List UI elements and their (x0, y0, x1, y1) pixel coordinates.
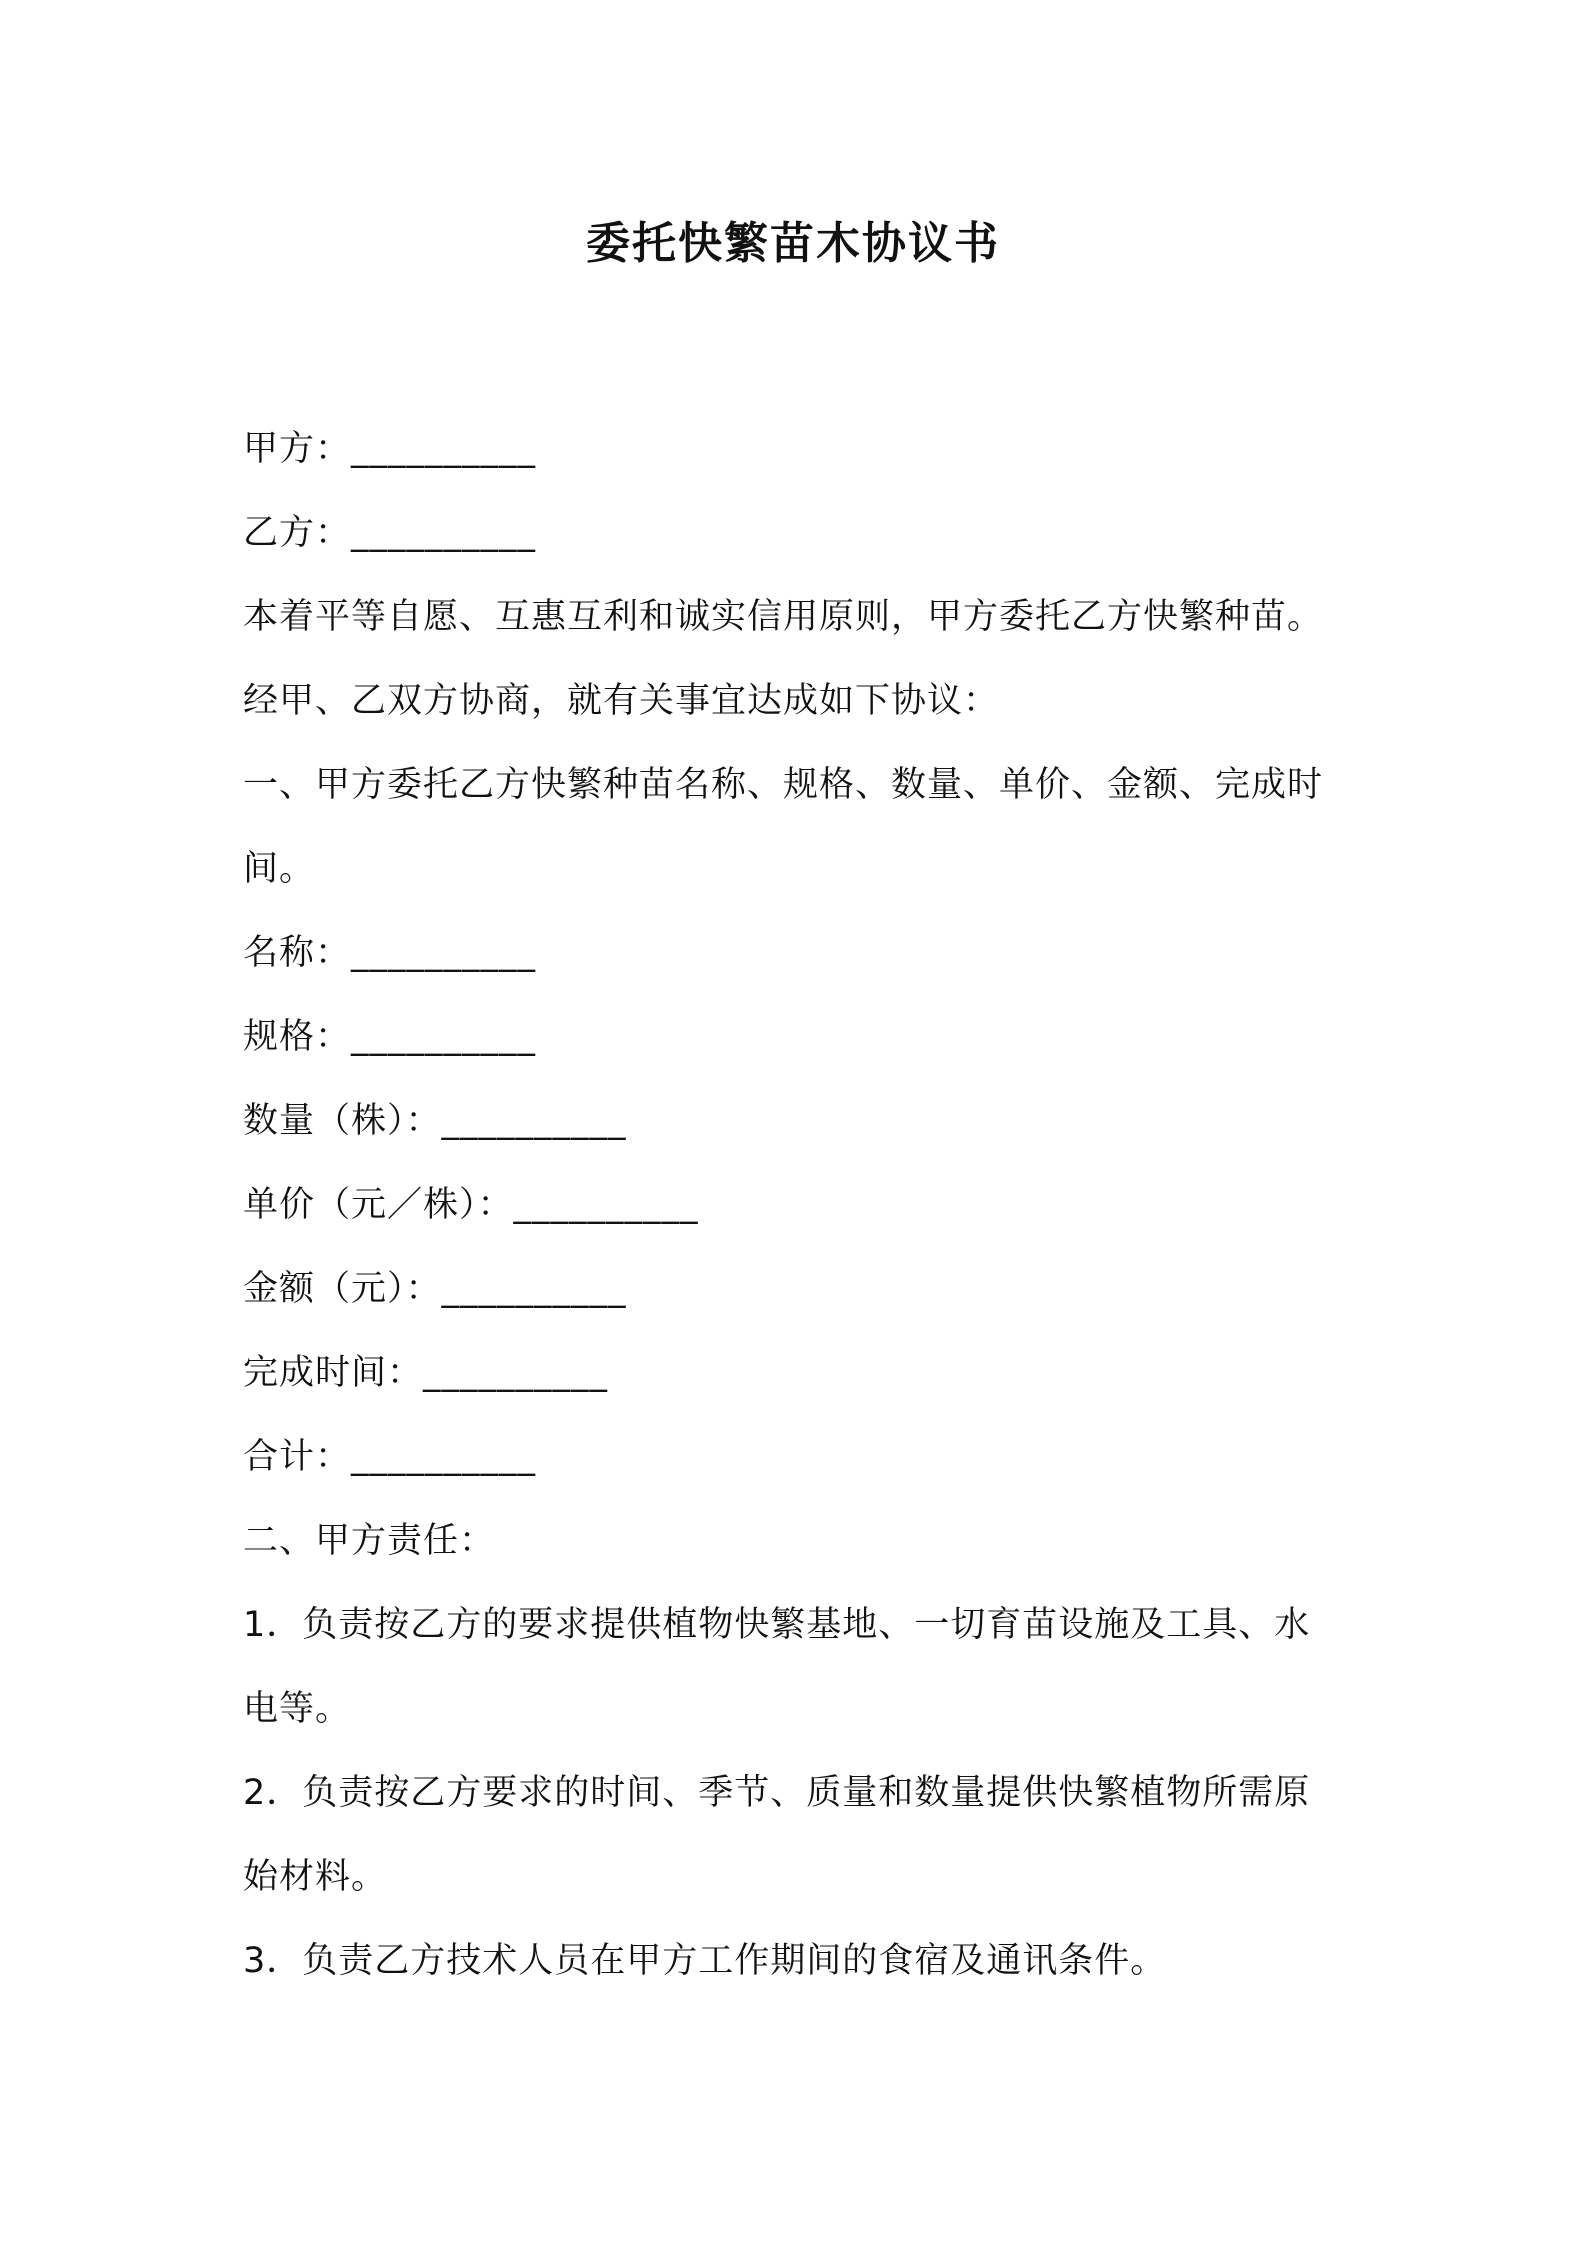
section-one-heading: 一、甲方委托乙方快繁种苗名称、规格、数量、单价、金额、完成时 (243, 765, 1324, 805)
field-amount: 金额（元）：__________ (243, 1269, 627, 1309)
section-two-heading: 二、甲方责任： (243, 1521, 496, 1561)
clause-1: 1．负责按乙方的要求提供植物快繁基地、一切育苗设施及工具、水 (243, 1605, 1311, 1645)
document-title: 委托快繁苗木协议书 (586, 218, 1000, 269)
clause-2: 2．负责按乙方要求的时间、季节、质量和数量提供快繁植物所需原 (243, 1773, 1311, 1813)
field-name: 名称：__________ (243, 933, 537, 973)
preamble-line: 本着平等自愿、互惠互利和诚实信用原则，甲方委托乙方快繁种苗。 (243, 597, 1324, 637)
field-total: 合计：__________ (243, 1437, 537, 1477)
clause-3: 3．负责乙方技术人员在甲方工作期间的食宿及通讯条件。 (243, 1941, 1167, 1981)
document-body (243, 407, 1363, 2003)
field-unit-price: 单价（元／株）：__________ (243, 1185, 699, 1225)
party-a-line: 甲方：__________ (243, 429, 537, 469)
section-one-heading-cont: 间。 (243, 849, 316, 889)
field-quantity: 数量（株）：__________ (243, 1101, 627, 1141)
party-b-line: 乙方：__________ (243, 513, 537, 553)
clause-2-cont: 始材料。 (243, 1857, 388, 1897)
field-completion-time: 完成时间：__________ (243, 1353, 609, 1393)
field-spec: 规格：__________ (243, 1017, 537, 1057)
clause-1-cont: 电等。 (243, 1689, 352, 1729)
agreement-intro-line: 经甲、乙双方协商，就有关事宜达成如下协议： (243, 681, 1000, 721)
